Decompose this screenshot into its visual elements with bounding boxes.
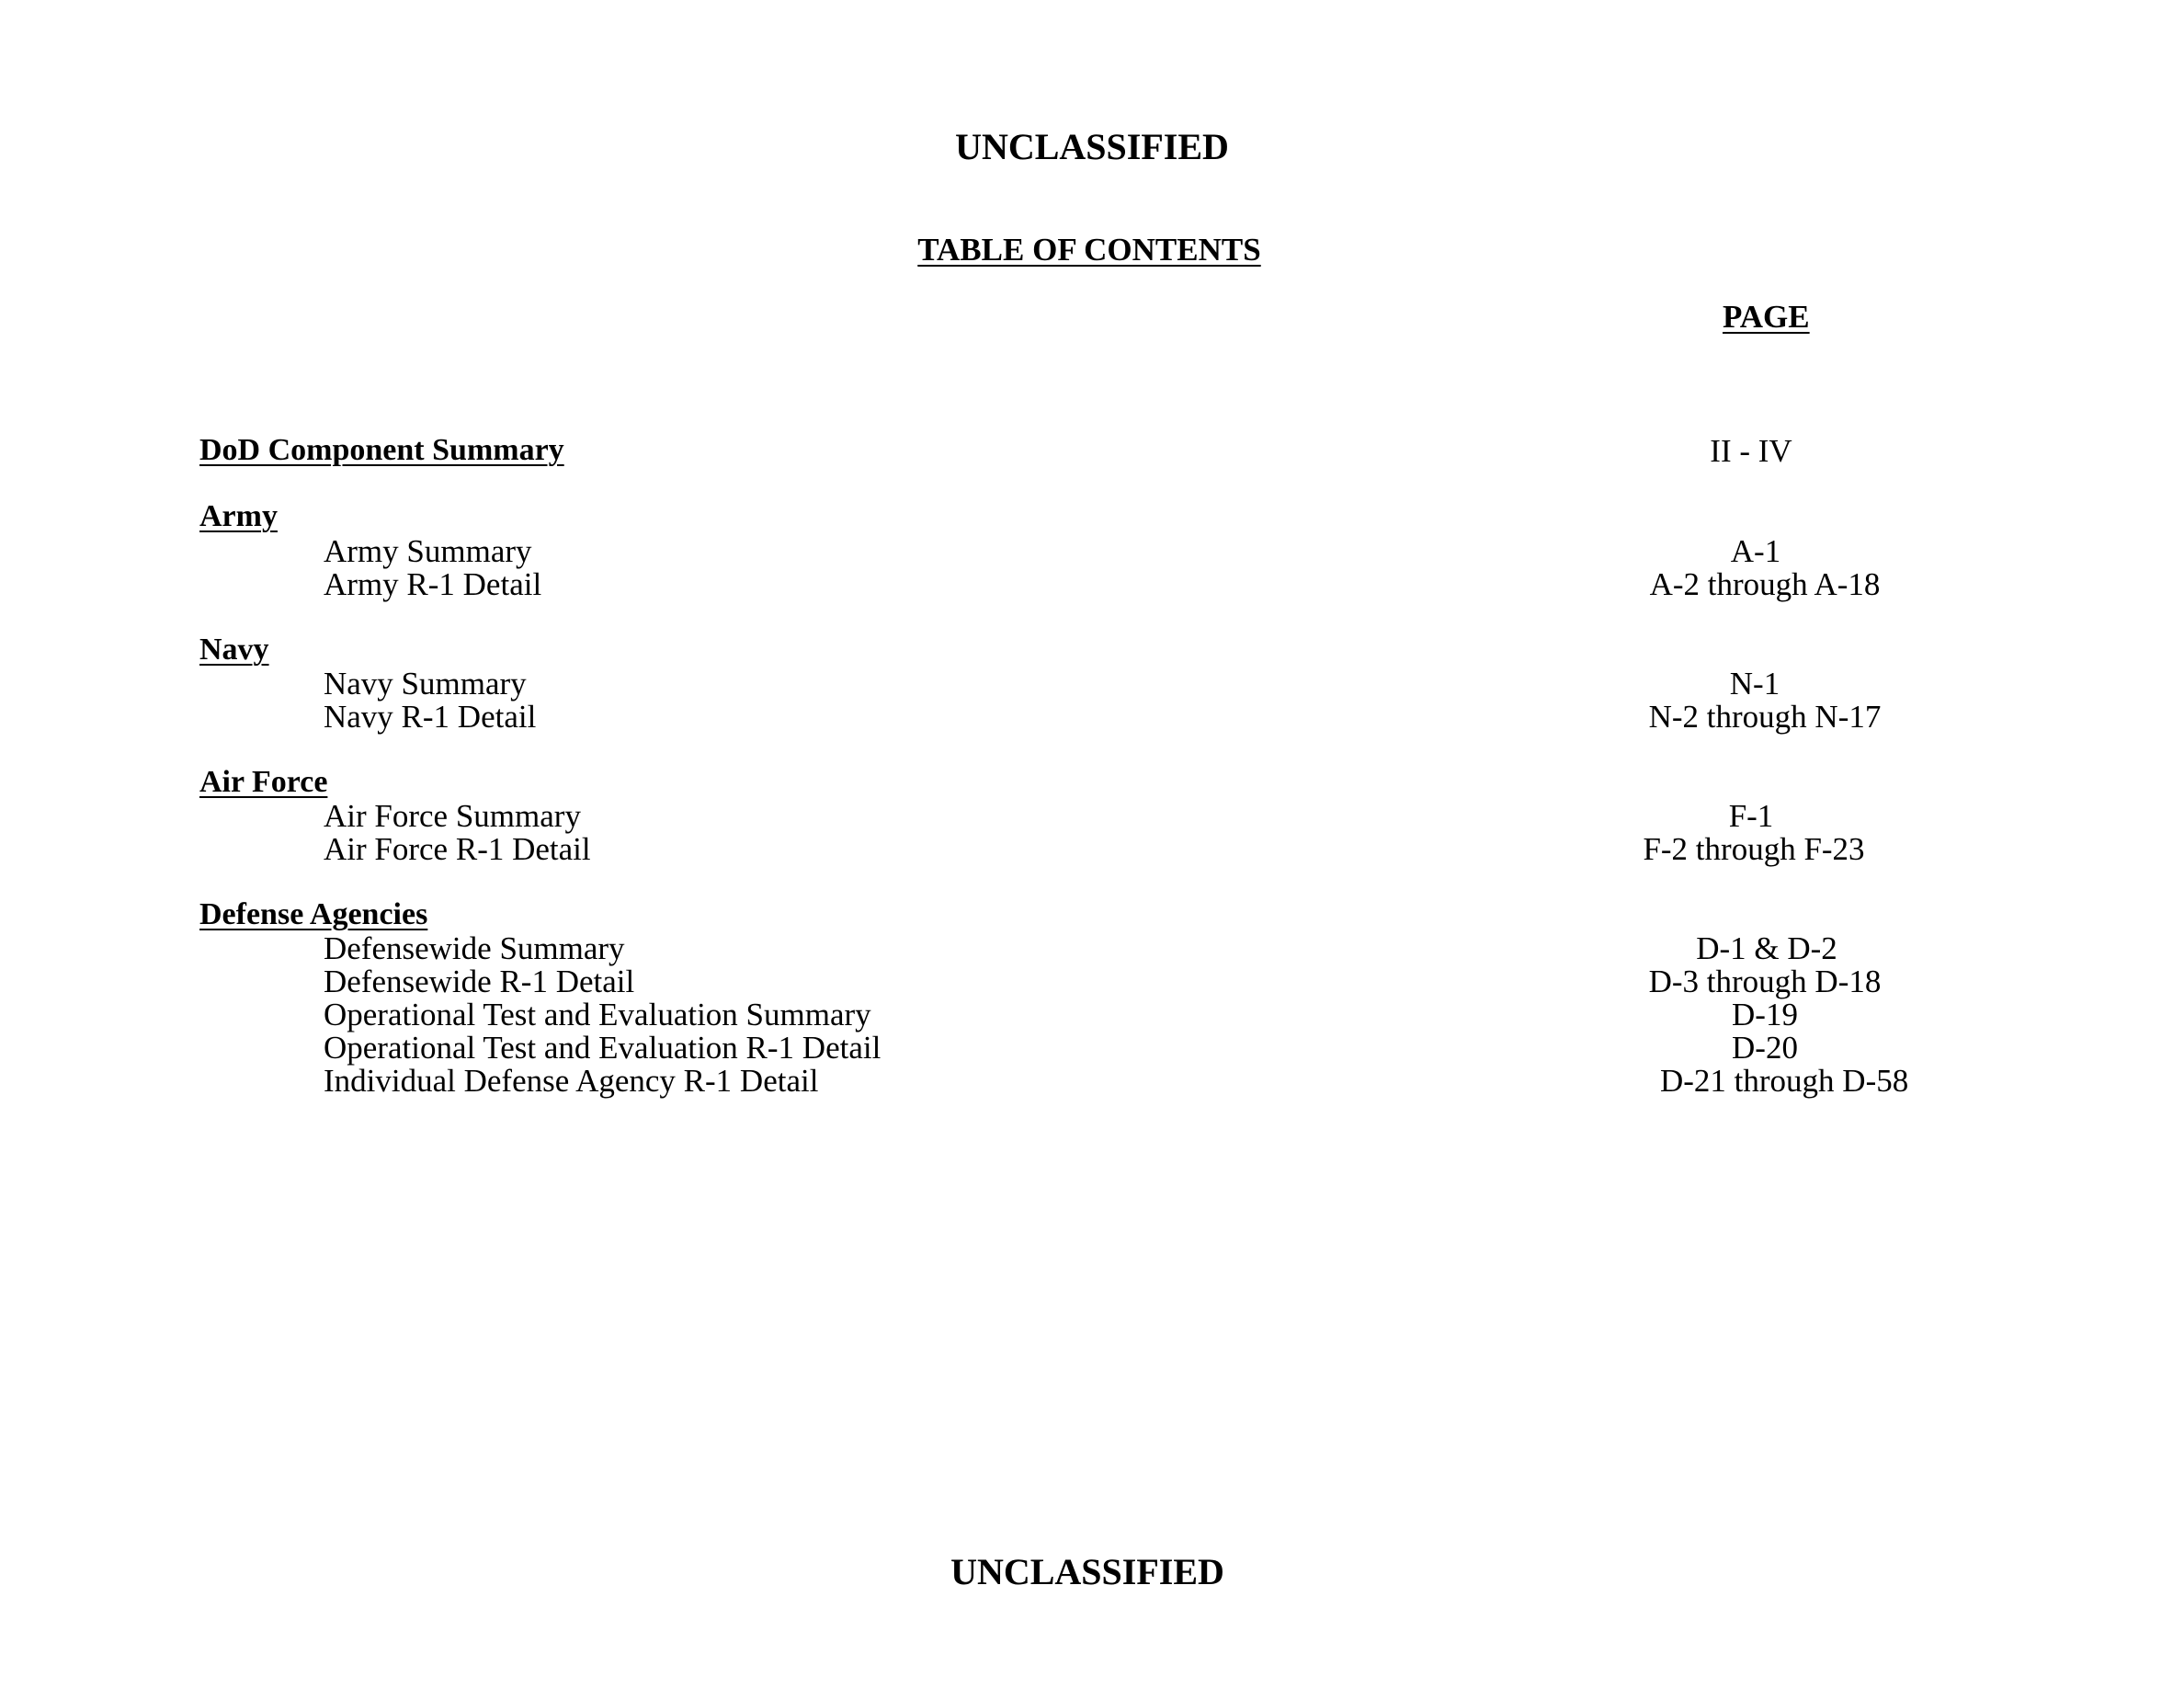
- toc-section-heading-defense-agencies[interactable]: Defense Agencies: [199, 897, 428, 931]
- toc-entry-label[interactable]: Navy R-1 Detail: [324, 699, 537, 735]
- toc-entry-label[interactable]: Air Force Summary: [324, 798, 581, 834]
- toc-entry-page: A-2 through A-18: [1649, 566, 1881, 602]
- toc-section-heading-air-force[interactable]: Air Force: [199, 765, 328, 799]
- toc-entry-page: D-21 through D-58: [1660, 1063, 1909, 1099]
- toc-page-dod-component-summary: II - IV: [1710, 433, 1792, 469]
- toc-entry-label[interactable]: Air Force R-1 Detail: [324, 831, 591, 867]
- toc-entry-page: D-20: [1732, 1030, 1798, 1066]
- footer-classification: UNCLASSIFIED: [950, 1551, 1224, 1592]
- toc-entry-page: N-2 through N-17: [1648, 699, 1882, 735]
- toc-section-heading-navy[interactable]: Navy: [199, 633, 269, 667]
- toc-entry-page: A-1: [1730, 533, 1781, 569]
- toc-entry-page: D-3 through D-18: [1648, 964, 1882, 999]
- toc-entry-page: N-1: [1729, 666, 1780, 701]
- toc-entry-page: F-1: [1728, 798, 1774, 834]
- toc-entry-label[interactable]: Defensewide R-1 Detail: [324, 964, 635, 999]
- toc-heading-dod-component-summary[interactable]: DoD Component Summary: [199, 433, 564, 467]
- toc-entry-page: F-2 through F-23: [1643, 831, 1865, 867]
- toc-entry-label[interactable]: Individual Defense Agency R-1 Detail: [324, 1063, 819, 1099]
- toc-section-heading-army[interactable]: Army: [199, 499, 278, 533]
- page-column-header: PAGE: [1723, 299, 1810, 335]
- toc-entry-page: D-19: [1732, 997, 1798, 1032]
- toc-title: TABLE OF CONTENTS: [917, 232, 1261, 268]
- toc-entry-label[interactable]: Operational Test and Evaluation Summary: [324, 997, 871, 1032]
- toc-entry-label[interactable]: Operational Test and Evaluation R-1 Detail: [324, 1030, 882, 1066]
- header-classification: UNCLASSIFIED: [955, 126, 1229, 167]
- toc-entry-label[interactable]: Army R-1 Detail: [324, 566, 542, 602]
- toc-entry-page: D-1 & D-2: [1696, 930, 1837, 966]
- toc-entry-label[interactable]: Army Summary: [324, 533, 532, 569]
- toc-entry-label[interactable]: Navy Summary: [324, 666, 527, 701]
- toc-entry-label[interactable]: Defensewide Summary: [324, 930, 625, 966]
